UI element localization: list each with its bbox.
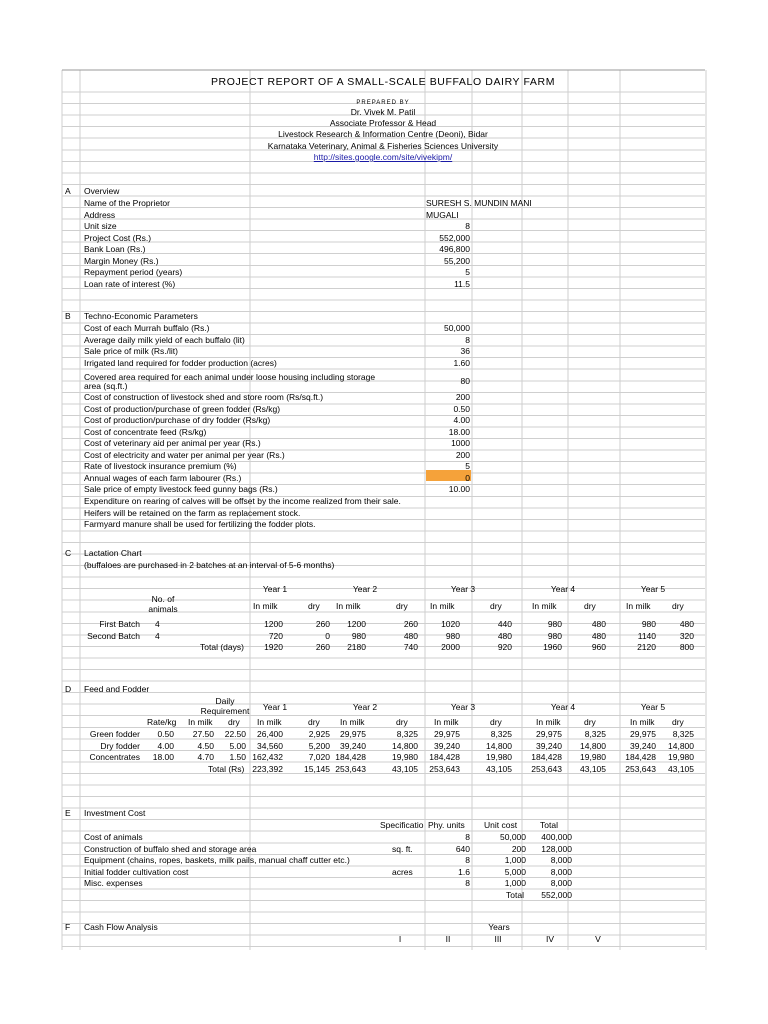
section-f-heading: Cash Flow Analysis [84, 922, 158, 932]
lactation-inmilk-header: In milk [532, 601, 557, 611]
lactation-total-cell: 2120 [637, 642, 656, 652]
investment-unit-cost: 50,000 [500, 832, 526, 842]
overview-value: 11.5 [454, 278, 470, 289]
feed-cell: 184,428 [531, 752, 562, 763]
feed-total-cell: 223,392 [252, 764, 283, 774]
lactation-cell: 980 [547, 619, 562, 629]
feed-cell: 2,925 [308, 729, 330, 739]
feed-total-cell: 43,105 [486, 764, 512, 774]
lactation-year-header: Year 4 [550, 584, 576, 594]
overview-label: Address [84, 209, 116, 220]
investment-label: Equipment (chains, ropes, baskets, milk pails, manual chaff cutter etc.) [84, 855, 350, 866]
feed-inmilk-header: In milk [536, 717, 561, 727]
lactation-cell: 480 [591, 619, 606, 629]
section-c-subheading: (buffaloes are purchased in 2 batches at an interval of 5-6 months) [84, 560, 335, 570]
lactation-cell: 260 [403, 619, 418, 629]
feed-dry-header: dry [584, 717, 596, 727]
feed-cell: 19,980 [486, 752, 512, 763]
investment-label: Misc. expenses [84, 878, 143, 889]
feed-cell: 14,800 [668, 740, 694, 751]
techno-label: Average daily milk yield of each buffalo (lit) [84, 335, 245, 345]
cashflow-year: I [398, 934, 402, 944]
lactation-row-animals: 4 [155, 630, 160, 641]
feed-total-cell: 253,643 [335, 764, 366, 774]
feed-cell: 29,975 [434, 729, 460, 739]
investment-label: Initial fodder cultivation cost [84, 866, 189, 877]
section-a-heading: Overview [84, 186, 120, 196]
feed-dry-header: dry [308, 717, 320, 727]
techno-note: Farmyard manure shall be used for fertilizing the fodder plots. [84, 519, 316, 530]
overview-label: Loan rate of interest (%) [84, 278, 176, 289]
investment-unit-cost: 1,000 [504, 855, 526, 866]
techno-value: 80 [460, 376, 470, 386]
techno-label: Sale price of empty livestock feed gunny bags (Rs.) [84, 484, 278, 494]
feed-cell: 8,325 [584, 729, 606, 739]
section-f-letter: F [65, 922, 71, 932]
feed-total-cell: 253,643 [531, 764, 562, 774]
author-position: Associate Professor & Head [329, 118, 437, 128]
lactation-cell: 980 [445, 630, 460, 641]
investment-units: 8 [465, 855, 470, 866]
feed-rate-header: Rate/kg [147, 717, 177, 727]
university: Karnataka Veterinary, Animal & Fisheries Sciences University [267, 141, 499, 151]
lactation-cell: 480 [497, 630, 512, 641]
lactation-total-cell: 920 [497, 642, 512, 652]
investment-unitcost-header: Unit cost [484, 820, 518, 830]
section-e-letter: E [65, 808, 71, 818]
cashflow-years-label: Years [488, 922, 510, 932]
investment-label: Construction of buffalo shed and storage area [84, 843, 257, 854]
feed-inmilk-header: In milk [434, 717, 459, 727]
investment-grand-total: 552,000 [541, 890, 572, 900]
feed-year-header: Year 5 [640, 702, 666, 712]
lactation-inmilk-header: In milk [626, 601, 651, 611]
overview-label: Name of the Proprietor [84, 198, 170, 208]
section-c-heading: Lactation Chart [84, 548, 142, 558]
feed-cell: 19,980 [668, 752, 694, 763]
techno-label: Sale price of milk (Rs./lit) [84, 346, 178, 356]
techno-value: 0.50 [453, 404, 470, 414]
overview-value: 496,800 [439, 244, 470, 255]
institute: Livestock Research & Information Centre (Deoni), Bidar [278, 129, 488, 139]
investment-total: 128,000 [541, 843, 572, 854]
lactation-total-cell: 1920 [264, 642, 283, 652]
techno-label: Rate of livestock insurance premium (%) [84, 461, 237, 471]
investment-label: Cost of animals [84, 832, 143, 842]
techno-value: 10.00 [448, 484, 470, 494]
investment-units: 8 [465, 832, 470, 842]
techno-label: Irrigated land required for fodder production (acres) [84, 358, 277, 368]
feed-daily-inmilk-header: In milk [188, 717, 213, 727]
overview-value: 55,200 [444, 255, 470, 266]
feed-row-rate: 0.50 [157, 729, 174, 739]
feed-row-dry: 22.50 [224, 729, 246, 739]
lactation-cell: 480 [403, 630, 418, 641]
lactation-total-cell: 740 [403, 642, 418, 652]
overview-value: MUGALI [426, 209, 459, 220]
techno-value: 18.00 [448, 427, 470, 437]
report-title: PROJECT REPORT OF A SMALL-SCALE BUFFALO DAIRY FARM [210, 76, 556, 88]
lactation-cell: 0 [325, 630, 330, 641]
techno-label: Cost of electricity and water per animal per year (Rs.) [84, 450, 285, 460]
lactation-total-label: Total (days) [200, 642, 244, 652]
feed-cell: 14,800 [392, 740, 418, 751]
techno-label: Annual wages of each farm labourer (Rs.) [84, 473, 242, 483]
feed-row-rate: 18.00 [152, 752, 174, 763]
feed-total-cell: 43,105 [580, 764, 606, 774]
overview-label: Project Cost (Rs.) [84, 232, 152, 243]
feed-cell: 34,560 [257, 740, 283, 751]
feed-cell: 14,800 [486, 740, 512, 751]
feed-year-header: Year 1 [262, 702, 288, 712]
feed-cell: 184,428 [625, 752, 656, 763]
lactation-cell: 480 [679, 619, 694, 629]
lactation-cell: 1020 [441, 619, 460, 629]
feed-total-cell: 253,643 [625, 764, 656, 774]
feed-total-cell: 43,105 [392, 764, 418, 774]
lactation-cell: 980 [547, 630, 562, 641]
investment-total: 8,000 [550, 855, 572, 866]
feed-inmilk-header: In milk [340, 717, 365, 727]
techno-label: Cost of each Murrah buffalo (Rs.) [84, 323, 210, 333]
investment-total: 8,000 [550, 878, 572, 889]
lactation-total-cell: 800 [679, 642, 694, 652]
feed-cell: 14,800 [580, 740, 606, 751]
lactation-row-label: Second Batch [87, 630, 140, 641]
section-c-letter: C [65, 548, 72, 558]
feed-cell: 39,240 [630, 740, 656, 751]
lactation-row-label: First Batch [99, 619, 140, 629]
lactation-row-animals: 4 [155, 619, 160, 629]
feed-row-inmilk: 4.50 [197, 740, 214, 751]
website-link[interactable]: http://sites.google.com/site/vivekipm/ [313, 152, 453, 162]
feed-inmilk-header: In milk [630, 717, 655, 727]
investment-unit-cost: 200 [511, 843, 526, 854]
investment-total: 8,000 [550, 866, 572, 877]
lactation-dry-header: dry [308, 601, 320, 611]
feed-daily-req-header: Daily Requirement [200, 696, 250, 716]
feed-cell: 26,400 [257, 729, 283, 739]
investment-units-header: Phy. units [428, 820, 465, 830]
overview-label: Unit size [84, 221, 117, 232]
overview-value: SURESH S. MUNDIN MANI [426, 198, 532, 208]
overview-value: 5 [465, 267, 470, 278]
investment-units: 1.6 [458, 866, 470, 877]
lactation-cell: 980 [641, 619, 656, 629]
section-a-letter: A [65, 186, 71, 196]
section-b-heading: Techno-Economic Parameters [84, 311, 198, 321]
feed-year-header: Year 2 [352, 702, 378, 712]
lactation-year-header: Year 5 [640, 584, 666, 594]
feed-cell: 8,325 [672, 729, 694, 739]
investment-spec: acres [392, 866, 413, 877]
lactation-dry-header: dry [396, 601, 408, 611]
techno-note: Expenditure on rearing of calves will be offset by the income realized from their sale. [84, 496, 401, 506]
feed-cell: 184,428 [429, 752, 460, 763]
lactation-year-header: Year 2 [352, 584, 378, 594]
techno-label: Cost of concentrate feed (Rs/kg) [84, 427, 207, 437]
feed-cell: 39,240 [536, 740, 562, 751]
techno-value: 4.00 [453, 415, 470, 425]
cashflow-year: IV [545, 934, 555, 944]
techno-label-cont: area (sq.ft.) [84, 381, 128, 391]
lactation-cell: 980 [351, 630, 366, 641]
feed-total-cell: 15,145 [304, 764, 330, 774]
feed-total-cell: 253,643 [429, 764, 460, 774]
feed-row-inmilk: 4.70 [197, 752, 214, 763]
techno-value: 50,000 [444, 323, 470, 333]
lactation-total-cell: 2000 [441, 642, 460, 652]
feed-row-label: Concentrates [89, 752, 140, 763]
lactation-cell: 320 [679, 630, 694, 641]
feed-row-label: Dry fodder [100, 740, 140, 751]
section-e-heading: Investment Cost [84, 808, 146, 818]
lactation-cell: 1140 [637, 630, 656, 641]
lactation-inmilk-header: In milk [253, 601, 278, 611]
feed-cell: 7,020 [308, 752, 330, 763]
overview-value: 8 [465, 221, 470, 232]
techno-label: Cost of production/purchase of dry fodder (Rs/kg) [84, 415, 271, 425]
techno-label: Cost of veterinary aid per animal per year (Rs.) [84, 438, 261, 448]
feed-dry-header: dry [396, 717, 408, 727]
cashflow-year: II [445, 934, 451, 944]
investment-units: 640 [455, 843, 470, 854]
lactation-dry-header: dry [490, 601, 502, 611]
feed-row-rate: 4.00 [157, 740, 174, 751]
lactation-cell: 440 [497, 619, 512, 629]
techno-value: 1.60 [453, 358, 470, 368]
lactation-cell: 720 [268, 630, 283, 641]
feed-cell: 162,432 [252, 752, 283, 763]
overview-label: Bank Loan (Rs.) [84, 244, 146, 255]
cashflow-year: V [595, 934, 601, 944]
techno-value: 5 [465, 461, 470, 471]
feed-row-label: Green fodder [89, 729, 140, 739]
feed-total-label: Total (Rs) [208, 764, 245, 774]
feed-daily-dry-header: dry [228, 717, 240, 727]
investment-unit-cost: 5,000 [504, 866, 526, 877]
lactation-total-cell: 1960 [543, 642, 562, 652]
techno-value: 0 [465, 473, 470, 483]
prepared-by: PREPARED BY [356, 100, 410, 106]
feed-inmilk-header: In milk [257, 717, 282, 727]
techno-note: Heifers will be retained on the farm as replacement stock. [84, 507, 301, 518]
overview-label: Margin Money (Rs.) [84, 255, 159, 266]
lactation-total-cell: 260 [315, 642, 330, 652]
investment-units: 8 [465, 878, 470, 889]
section-d-heading: Feed and Fodder [84, 684, 150, 694]
techno-value: 200 [455, 450, 470, 460]
overview-value: 552,000 [439, 232, 470, 243]
lactation-inmilk-header: In milk [430, 601, 455, 611]
investment-spec: sq. ft. [392, 843, 413, 854]
investment-total-header: Total [540, 820, 558, 830]
feed-row-dry: 1.50 [229, 752, 246, 763]
section-b-letter: B [65, 311, 71, 321]
feed-cell: 5,200 [308, 740, 330, 751]
feed-cell: 184,428 [335, 752, 366, 763]
lactation-cell: 1200 [347, 619, 366, 629]
lactation-cell: 260 [315, 619, 330, 629]
feed-cell: 39,240 [340, 740, 366, 751]
techno-value: 200 [455, 392, 470, 402]
lactation-dry-header: dry [672, 601, 684, 611]
investment-spec-header: Specificatio [380, 820, 424, 830]
techno-value: 8 [465, 335, 470, 345]
techno-label: Covered area required for each animal under loose housing including storage [84, 372, 376, 382]
feed-year-header: Year 3 [450, 702, 476, 712]
lactation-year-header: Year 1 [262, 584, 288, 594]
feed-cell: 8,325 [396, 729, 418, 739]
investment-unit-cost: 1,000 [504, 878, 526, 889]
techno-label: Cost of production/purchase of green fodder (Rs/kg) [84, 404, 281, 414]
lactation-year-header: Year 3 [450, 584, 476, 594]
lactation-dry-header: dry [584, 601, 596, 611]
techno-value: 36 [460, 346, 470, 356]
feed-cell: 19,980 [392, 752, 418, 763]
techno-value: 1000 [451, 438, 470, 448]
feed-row-dry: 5.00 [229, 740, 246, 751]
lactation-total-cell: 960 [591, 642, 606, 652]
cashflow-year: III [494, 934, 502, 944]
feed-cell: 39,240 [434, 740, 460, 751]
feed-cell: 29,975 [340, 729, 366, 739]
feed-year-header: Year 4 [550, 702, 576, 712]
feed-total-cell: 43,105 [668, 764, 694, 774]
overview-label: Repayment period (years) [84, 267, 183, 278]
lactation-total-cell: 2180 [347, 642, 366, 652]
investment-total: 400,000 [541, 832, 572, 842]
feed-cell: 29,975 [536, 729, 562, 739]
section-d-letter: D [65, 684, 72, 694]
techno-label: Cost of construction of livestock shed and store room (Rs/sq.ft.) [84, 392, 324, 402]
feed-cell: 29,975 [630, 729, 656, 739]
lactation-animals-header: No. of animals [148, 594, 178, 614]
lactation-inmilk-header: In milk [336, 601, 361, 611]
feed-cell: 8,325 [490, 729, 512, 739]
investment-total-label: Total [506, 890, 524, 900]
lactation-cell: 1200 [264, 619, 283, 629]
author-name: Dr. Vivek M. Patil [350, 107, 416, 117]
feed-cell: 19,980 [580, 752, 606, 763]
feed-dry-header: dry [672, 717, 684, 727]
feed-dry-header: dry [490, 717, 502, 727]
lactation-cell: 480 [591, 630, 606, 641]
feed-row-inmilk: 27.50 [192, 729, 214, 739]
